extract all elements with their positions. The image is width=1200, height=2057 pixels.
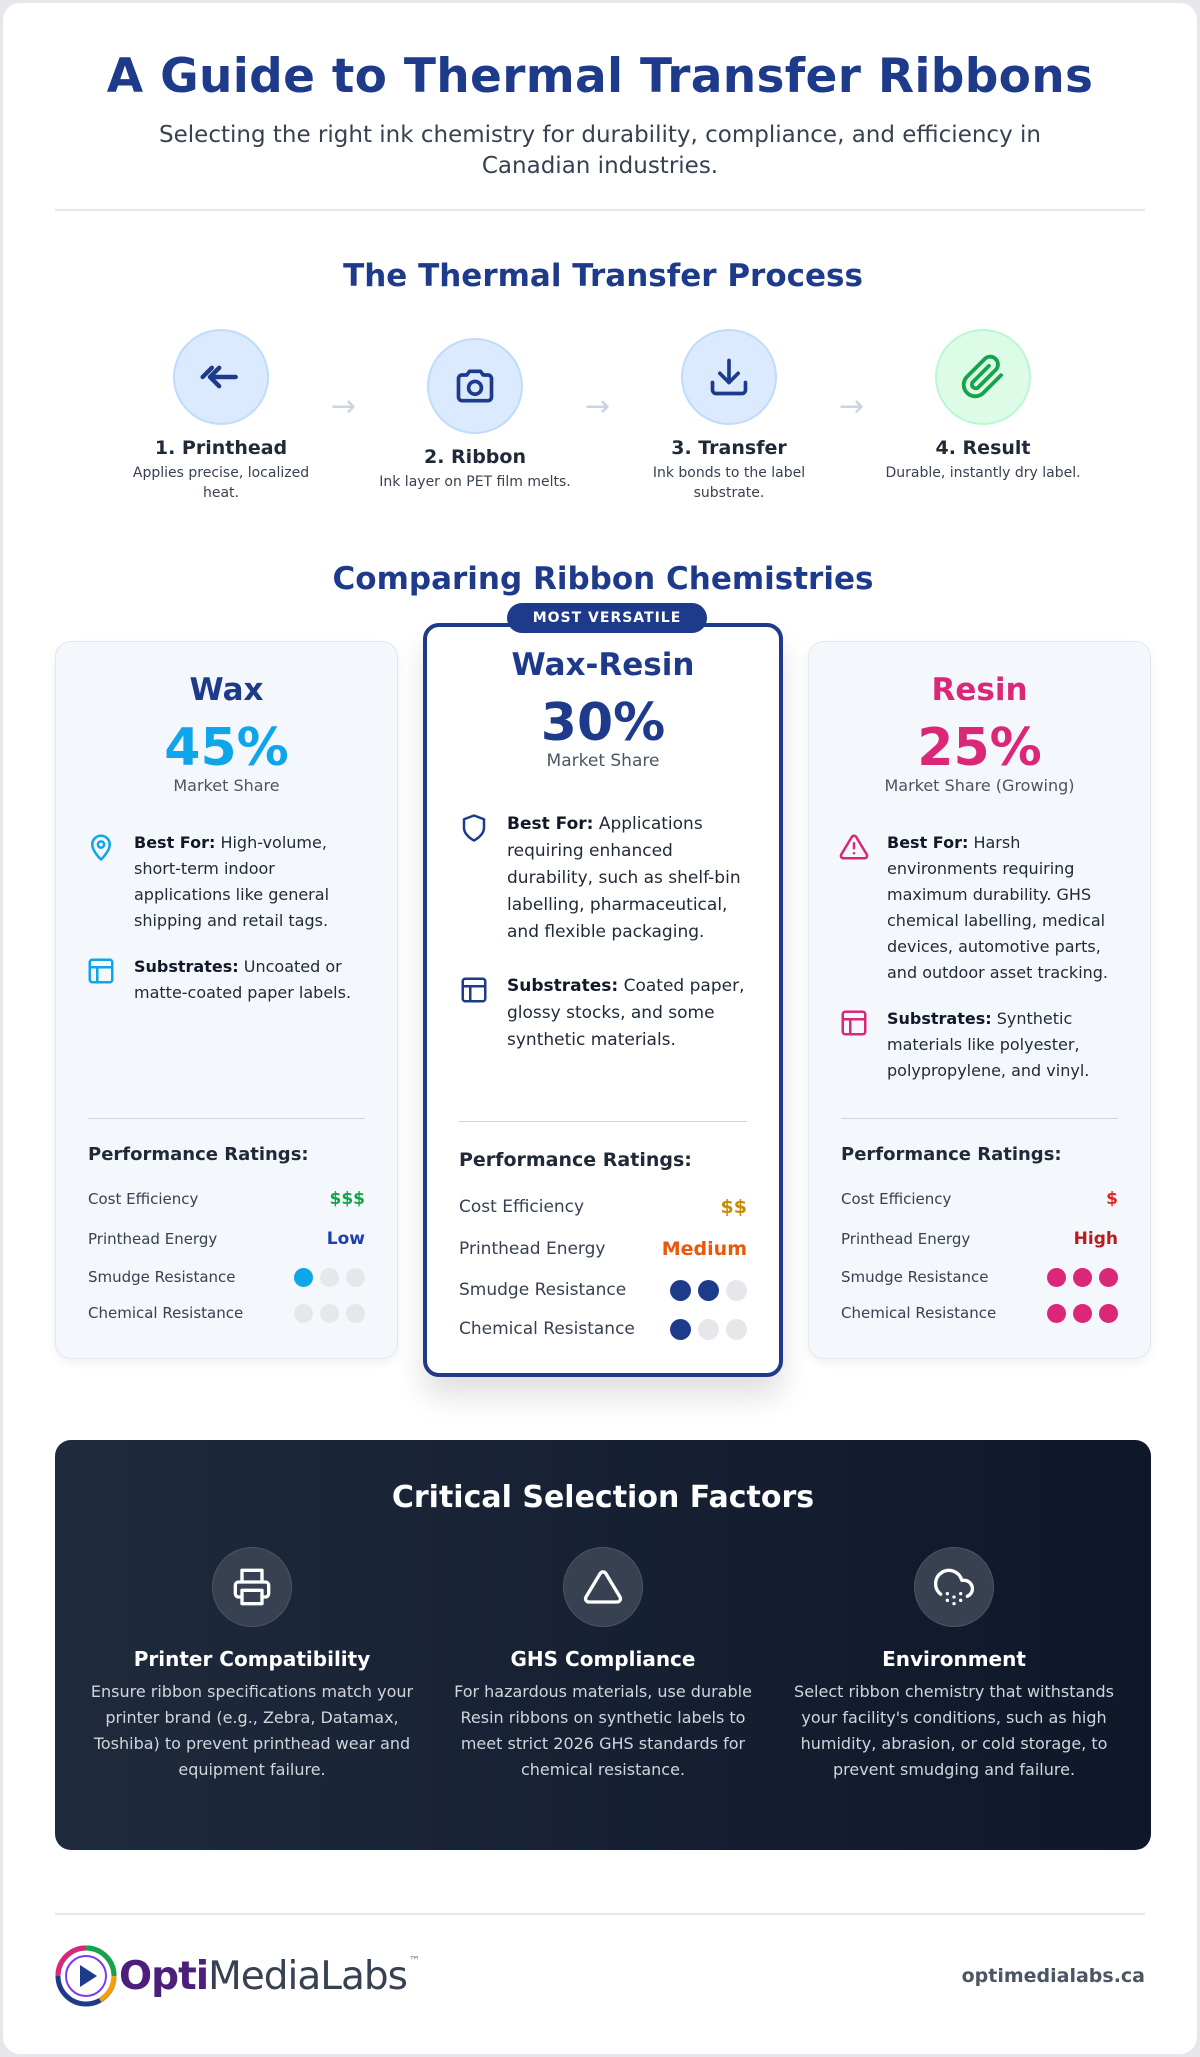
- optimedialabs-logo: [55, 1945, 419, 2007]
- rating-dot-empty: [346, 1268, 365, 1287]
- process-step-title: 4. Result: [935, 437, 1031, 459]
- download-icon: [681, 329, 777, 425]
- factor-desc: For hazardous materials, use durable Resin ribbons on synthetic labels to meet strict 2026 GHS standards for chemical resistance.: [454, 1682, 752, 1779]
- printer-icon: [212, 1547, 292, 1627]
- header-divider: [55, 209, 1145, 211]
- best-for-row: [839, 830, 1129, 986]
- rating-dot-empty: [726, 1319, 747, 1340]
- shield-icon: [459, 813, 489, 946]
- card-divider: [841, 1118, 1118, 1119]
- rating-dot-filled: [1047, 1268, 1066, 1287]
- rating-label: Chemical Resistance: [841, 1304, 997, 1322]
- card-title: Wax: [189, 672, 264, 708]
- factors-title: Critical Selection Factors: [391, 1480, 815, 1515]
- rating-dots: [670, 1280, 747, 1301]
- best-for-row: [459, 811, 759, 946]
- rating-dot-filled: [294, 1268, 313, 1287]
- arrow-right-icon: →: [839, 389, 865, 424]
- rating-dot-filled: [1047, 1304, 1066, 1323]
- header: [3, 3, 1197, 182]
- performance-title: Performance Ratings:: [459, 1149, 692, 1171]
- market-share-label: Market Share: [546, 751, 660, 771]
- rating-label: Chemical Resistance: [459, 1319, 635, 1339]
- substrates-text: Substrates: Synthetic materials like polyester, polypropylene, and vinyl.: [887, 1009, 1090, 1080]
- factor-title: Environment: [882, 1647, 1026, 1671]
- process-step-title: 1. Printhead: [154, 437, 288, 459]
- paperclip-icon: [935, 329, 1031, 425]
- triangle-icon: [563, 1547, 643, 1627]
- rating-row: [841, 1187, 1118, 1211]
- layout-icon: [459, 975, 489, 1054]
- rating-dot-filled: [670, 1280, 691, 1301]
- rating-value: Medium: [661, 1238, 747, 1260]
- ribbon-card-wax-resin: [423, 610, 783, 1377]
- logo-wordmark: OptiMediaLabs ™: [119, 1953, 419, 1999]
- rating-label: Smudge Resistance: [459, 1280, 627, 1300]
- rating-row: [459, 1195, 747, 1219]
- rating-dots: [294, 1268, 365, 1287]
- process-step-title: 2. Ribbon: [424, 446, 526, 468]
- rating-row: [88, 1301, 365, 1325]
- market-share-value: 45%: [164, 718, 289, 778]
- rating-label: Cost Efficiency: [88, 1190, 199, 1208]
- rating-dot-empty: [726, 1280, 747, 1301]
- rating-dot-filled: [670, 1319, 691, 1340]
- card-divider: [88, 1118, 365, 1119]
- substrates-row: [86, 954, 376, 1006]
- process-step-ribbon: [375, 338, 575, 492]
- rating-dots: [294, 1304, 365, 1323]
- card-divider: [459, 1121, 747, 1122]
- substrates-text: Substrates: Coated paper, glossy stocks, and some synthetic materials.: [507, 976, 745, 1050]
- rating-row: [88, 1265, 365, 1289]
- rating-row: [841, 1227, 1118, 1251]
- process-step-title: 3. Transfer: [671, 437, 787, 459]
- factor-ghs-compliance: [438, 1547, 768, 1783]
- rating-value: $$$: [329, 1189, 365, 1209]
- rating-dot-filled: [1099, 1304, 1118, 1323]
- rating-dot-empty: [320, 1304, 339, 1323]
- factor-desc: Select ribbon chemistry that withstands your facility's conditions, such as high humidity, abrasion, or cold storage, to prevent smudging and failure.: [794, 1682, 1114, 1779]
- substrates-text: Substrates: Uncoated or matte-coated paper labels.: [134, 957, 352, 1002]
- card-title: Wax-Resin: [511, 647, 695, 683]
- rating-dots: [1047, 1268, 1118, 1287]
- rating-row: [459, 1237, 747, 1261]
- best-for-text: Best For: Harsh environments requiring maximum durability. GHS chemical labelling, medical devices, automotive parts, and outdoor asset tracking.: [887, 833, 1109, 982]
- performance-title: Performance Ratings:: [88, 1144, 309, 1165]
- process-step-desc: Ink bonds to the label substrate.: [652, 465, 806, 501]
- rating-row: [841, 1301, 1118, 1325]
- page-subtitle: Selecting the right ink chemistry for durability, compliance, and efficiency in Canadian industries.: [159, 122, 1041, 179]
- ribbon-card-wax: [55, 641, 398, 1359]
- arrow-left-icon: [173, 329, 269, 425]
- best-for-row: [86, 830, 376, 934]
- website-url[interactable]: optimedialabs.ca: [961, 1965, 1145, 1987]
- rating-value: $$: [720, 1196, 747, 1218]
- cloud-snow-icon: [914, 1547, 994, 1627]
- layout-icon: [86, 956, 116, 1006]
- factor-title: GHS Compliance: [510, 1647, 696, 1671]
- factor-printer-compatibility: [87, 1547, 417, 1783]
- process-step-result: [883, 329, 1083, 483]
- warning-triangle-icon: [839, 832, 869, 986]
- process-steps: [3, 329, 1200, 509]
- ribbon-card-resin: [808, 641, 1151, 1359]
- arrow-right-icon: →: [585, 389, 611, 424]
- performance-title: Performance Ratings:: [841, 1144, 1062, 1165]
- process-step-desc: Durable, instantly dry label.: [885, 465, 1081, 481]
- process-title: The Thermal Transfer Process: [343, 258, 863, 294]
- rating-label: Printhead Energy: [841, 1230, 971, 1248]
- most-versatile-badge: MOST VERSATILE: [507, 603, 707, 633]
- best-for-text: Best For: High-volume, short-term indoor applications like general shipping and retail tags.: [134, 833, 330, 930]
- rating-dot-empty: [320, 1268, 339, 1287]
- rating-dot-empty: [294, 1304, 313, 1323]
- rating-row: [88, 1187, 365, 1211]
- rating-dot-empty: [346, 1304, 365, 1323]
- camera-icon: [427, 338, 523, 434]
- rating-value: Low: [326, 1229, 365, 1249]
- arrow-right-icon: →: [331, 389, 357, 424]
- factor-title: Printer Compatibility: [133, 1647, 371, 1671]
- rating-row: [88, 1227, 365, 1251]
- layout-icon: [839, 1008, 869, 1084]
- rating-dots: [1047, 1304, 1118, 1323]
- rating-row: [459, 1317, 747, 1341]
- rating-label: Cost Efficiency: [459, 1197, 585, 1217]
- rating-label: Smudge Resistance: [841, 1268, 989, 1286]
- footer-divider: [55, 1913, 1145, 1915]
- rating-dot-filled: [698, 1280, 719, 1301]
- rating-row: [459, 1278, 747, 1302]
- rating-label: Printhead Energy: [88, 1230, 218, 1248]
- rating-label: Smudge Resistance: [88, 1268, 236, 1286]
- market-share-label: Market Share: [173, 776, 280, 795]
- market-share-value: 30%: [540, 693, 666, 753]
- page-title: A Guide to Thermal Transfer Ribbons: [106, 49, 1094, 104]
- rating-dot-empty: [698, 1319, 719, 1340]
- process-step-desc: Applies precise, localized heat.: [132, 465, 310, 501]
- rating-dots: [670, 1319, 747, 1340]
- factor-desc: Ensure ribbon specifications match your printer brand (e.g., Zebra, Datamax, Toshiba) to prevent printhead wear and equipment failure.: [90, 1682, 414, 1779]
- process-step-desc: Ink layer on PET film melts.: [379, 474, 571, 490]
- map-pin-icon: [86, 832, 116, 934]
- rating-label: Cost Efficiency: [841, 1190, 952, 1208]
- rating-label: Printhead Energy: [459, 1239, 606, 1259]
- rating-dot-filled: [1099, 1268, 1118, 1287]
- substrates-row: [839, 1006, 1129, 1084]
- selection-factors-section: [55, 1440, 1151, 1850]
- rating-value: High: [1073, 1229, 1118, 1249]
- process-step-printhead: [121, 329, 321, 503]
- process-step-transfer: [629, 329, 829, 503]
- market-share-label: Market Share (Growing): [884, 776, 1075, 795]
- factor-environment: [789, 1547, 1119, 1783]
- substrates-row: [459, 973, 759, 1054]
- best-for-text: Best For: Applications requiring enhanced durability, such as shelf-bin labelling, pharmaceutical, and flexible packaging.: [507, 814, 741, 942]
- market-share-value: 25%: [917, 718, 1042, 778]
- rating-value: $: [1106, 1189, 1118, 1209]
- comparison-title: Comparing Ribbon Chemistries: [332, 561, 874, 597]
- card-title: Resin: [931, 672, 1028, 708]
- rating-dot-filled: [1073, 1304, 1092, 1323]
- rating-label: Chemical Resistance: [88, 1304, 244, 1322]
- logo-play-icon: [55, 1945, 117, 2007]
- rating-dot-filled: [1073, 1268, 1092, 1287]
- rating-row: [841, 1265, 1118, 1289]
